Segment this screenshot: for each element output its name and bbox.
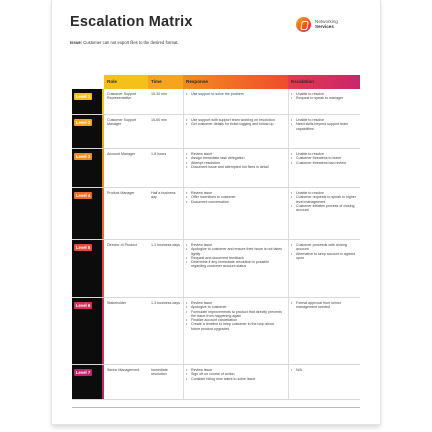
response-cell (186, 243, 284, 269)
response-cell (186, 368, 284, 381)
column-divider (288, 89, 289, 114)
list-item: • Customer threatens bad review (291, 161, 357, 165)
logo-line-2: Services (315, 24, 334, 30)
document-header (70, 14, 362, 64)
page-title: Escalation Matrix (70, 14, 193, 30)
level-label: Level 2 (76, 120, 91, 125)
level-cell (72, 298, 102, 364)
list-item: • Request and document feedback (186, 256, 284, 260)
table-row (72, 188, 360, 240)
table-row (72, 149, 360, 188)
table-row (72, 240, 360, 298)
escalation-cell (291, 368, 357, 372)
level-cell (72, 115, 102, 148)
column-divider (183, 188, 184, 239)
list-item: • Customer requests to speak to higher level management (291, 195, 357, 204)
level-cell (72, 365, 102, 399)
role-cell: Stakeholder (107, 301, 127, 305)
response-cell (186, 92, 284, 96)
level-cell (72, 240, 102, 297)
list-item: • Use support to solve the problem (186, 92, 284, 96)
list-item: • Document issue and attempted hot fixes in detail (186, 165, 284, 169)
list-item: • Review issue (186, 301, 284, 305)
level-label: Level 1 (76, 94, 91, 99)
issue-text: Customer can not export files to the desired format. (83, 40, 179, 45)
response-cell (186, 118, 284, 127)
column-header-response: Response (183, 75, 288, 89)
list-item: • Determine if any immediate resolution is possible regarding customer account status (186, 260, 284, 269)
table-body (72, 89, 360, 400)
escalation-cell (291, 301, 357, 310)
list-item: • Use support with support team working on resolution (186, 118, 284, 122)
time-cell: 15-30 min (151, 92, 167, 96)
list-item: • Offer incentives to customer (186, 195, 284, 199)
level-label: Level 6 (76, 303, 91, 308)
column-divider (288, 115, 289, 148)
role-cell: Customer Support Representative (107, 92, 137, 101)
list-item: • Formulate improvements to product that directly prevents the issue from happening again (186, 310, 284, 319)
list-item: • Unable to resolve (291, 92, 357, 96)
response-cell (186, 152, 284, 169)
issue-label: Issue: (70, 40, 83, 45)
list-item: • Alternative to keep account is agreed upon (291, 252, 357, 261)
list-item: • Sign off on course of action (186, 372, 284, 376)
list-item: • Get customer details for ticket logging and follow-up (186, 122, 284, 126)
level-color-bar (102, 298, 104, 364)
column-divider (288, 365, 289, 399)
table-row (72, 298, 360, 365)
logo-line-1: Networking (315, 19, 338, 24)
level-label: Level 4 (76, 193, 91, 198)
level-label: Level 7 (76, 370, 91, 375)
list-item: • Customer proceeds with closing account (291, 243, 357, 252)
list-item: • Need skills beyond support team capabilities (291, 122, 357, 131)
escalation-cell (291, 152, 357, 165)
table-row (72, 89, 360, 115)
list-item: • Review issue (186, 191, 284, 195)
network-logo-icon (296, 17, 311, 32)
list-item: • Review issue (186, 152, 284, 156)
column-divider (288, 240, 289, 297)
level-color-bar (102, 149, 104, 187)
list-item: • Create a timeline to keep customer in the loop about future product upgrades (186, 322, 284, 331)
role-cell: Senior Management (107, 368, 140, 372)
time-cell: Half a business day (151, 191, 176, 200)
level-cell (72, 188, 102, 239)
level-color-bar (102, 89, 104, 114)
list-item: • Request to speak to manager (291, 96, 357, 100)
time-cell: 15-60 min (151, 118, 167, 122)
column-divider (288, 298, 289, 364)
level-color-bar (102, 365, 104, 399)
level-color-bar (102, 115, 104, 148)
list-item: • Apologize to customer (186, 305, 284, 309)
table-header (72, 75, 360, 89)
level-cell (72, 89, 102, 114)
level-label: Level 5 (76, 245, 91, 250)
table-row (72, 115, 360, 149)
escalation-cell (291, 92, 357, 101)
list-item: • Review issue (186, 243, 284, 247)
column-divider (288, 149, 289, 187)
list-item: • Customer initiates process of closing account (291, 204, 357, 213)
level-label: Level 3 (76, 154, 91, 159)
escalation-matrix-table (72, 75, 360, 400)
logo-text (315, 19, 338, 29)
role-cell: Customer Support Manager (107, 118, 137, 127)
list-item: • Document conversation (186, 200, 284, 204)
list-item: • Customer threatens to leave (291, 156, 357, 160)
list-item: • Apologize to customer and ensure their issue is not taken lightly (186, 247, 284, 256)
list-item: • Unable to resolve (291, 118, 357, 122)
list-item: • Unable to resolve (291, 191, 357, 195)
role-cell: Product Manager (107, 191, 135, 195)
column-header-escalation: Escalation (288, 75, 360, 89)
column-divider (183, 365, 184, 399)
document-page (52, 0, 380, 424)
issue-description (70, 40, 190, 45)
escalation-cell (291, 243, 357, 260)
column-divider (183, 149, 184, 187)
level-color-bar (102, 240, 104, 297)
time-cell: Immediate resolution (151, 368, 168, 377)
list-item: • Review issue (186, 368, 284, 372)
time-cell: 1-3 business days (151, 301, 180, 305)
escalation-cell (291, 118, 357, 131)
time-cell: 1-8 hours (151, 152, 167, 156)
footer-divider (72, 407, 360, 408)
table-row (72, 365, 360, 400)
column-divider (183, 240, 184, 297)
list-item: • Finalize account cancellation (186, 318, 284, 322)
column-divider (183, 115, 184, 148)
company-logo (296, 16, 358, 34)
column-header-time: Time (148, 75, 183, 89)
level-cell (72, 149, 102, 187)
response-cell (186, 191, 284, 204)
role-cell: Director of Product (107, 243, 137, 247)
level-color-bar (102, 188, 104, 239)
response-cell (186, 301, 284, 331)
column-divider (183, 89, 184, 114)
column-header-role: Role (104, 75, 148, 89)
escalation-cell (291, 191, 357, 212)
list-item: • Consider hiring new talent to solve issue (186, 377, 284, 381)
column-divider (288, 188, 289, 239)
list-item: • Unable to resolve (291, 152, 357, 156)
list-item: • Assign immediate task delegation (186, 156, 284, 160)
column-divider (183, 298, 184, 364)
list-item: • Attempt resolution (186, 161, 284, 165)
role-cell: Account Manager (107, 152, 136, 156)
list-item: • N/A (291, 368, 357, 372)
list-item: • Formal approval from senior management needed (291, 301, 357, 310)
time-cell: 1-2 business days (151, 243, 180, 247)
